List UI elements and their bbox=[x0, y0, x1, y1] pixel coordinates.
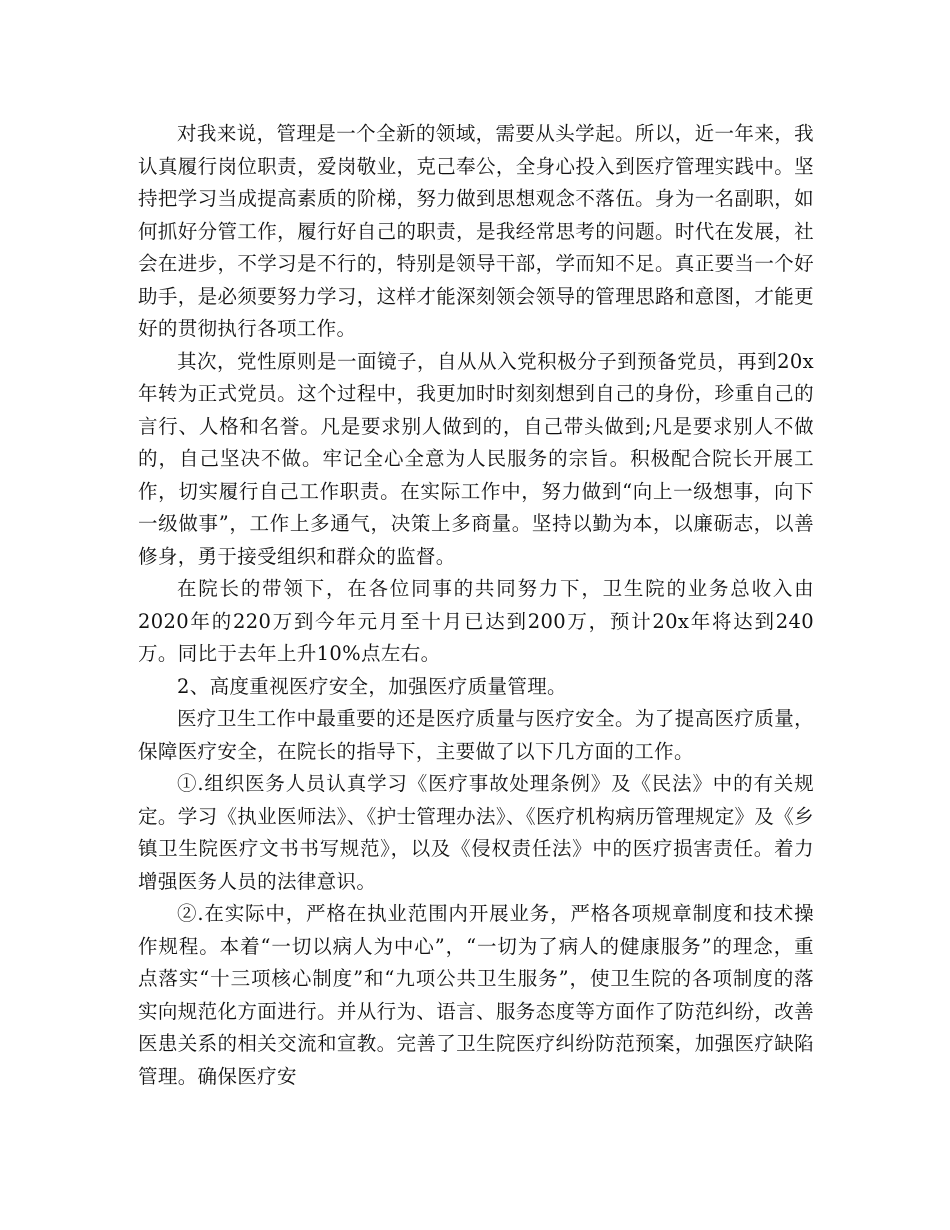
paragraph-item-2-practice-standards: ②.在实际中，严格在执业范围内开展业务，严格各项规章制度和技术操作规程。本着“一切以病人为中心”，“一切为了病人的健康服务”的理念，重点落实“十三项核心制度”和“九项公共卫生服务”，使卫生院的各项制度的落实向规范化方面进行。并从行为、语言、服务态度等方面作了防范纠纷，改善医患关系的相关交流和宣教。完善了卫生院医疗纠纷防范预案，加强医疗缺陷管理。确保医疗安 bbox=[138, 902, 814, 1088]
paragraph-item-1-legal-study: ①.组织医务人员认真学习《医疗事故处理条例》及《民法》中的有关规定。学习《执业医师法》、《护士管理办法》、《医疗机构病历管理规定》及《乡镇卫生院医疗文书书写规范》，以及《侵权责任法》中的医疗损害责任。着力增强医务人员的法律意识。 bbox=[138, 772, 814, 893]
paragraph-management-learning: 对我来说，管理是一个全新的领域，需要从头学起。所以，近一年来，我认真履行岗位职责，爱岗敬业，克己奉公，全身心投入到医疗管理实践中。坚持把学习当成提高素质的阶梯，努力做到思想观念不落伍。身为一名副职，如何抓好分管工作，履行好自己的职责，是我经常思考的问题。时代在发展，社会在进步，不学习是不行的，特别是领导干部，学而知不足。真正要当一个好助手，是必须要努力学习，这样才能深刻领会领导的管理思路和意图，才能更好的贯彻执行各项工作。 bbox=[138, 122, 814, 340]
section-heading-medical-safety: 2、高度重视医疗安全，加强医疗质量管理。 bbox=[177, 674, 567, 698]
paragraph-revenue: 在院长的带领下，在各位同事的共同努力下，卫生院的业务总收入由2020年的220万到今年元月至十月已达到200万，预计20x年将达到240万。同比于去年上升10%点左右。 bbox=[138, 577, 814, 665]
paragraph-party-principles: 其次，党性原则是一面镜子，自从从入党积极分子到预备党员，再到20x年转为正式党员。这个过程中，我更加时时刻刻想到自己的身份，珍重自己的言行、人格和名誉。凡是要求别人做到的，自己带头做到;凡是要求别人不做的，自己坚决不做。牢记全心全意为人民服务的宗旨。积极配合院长开展工作，切实履行自己工作职责。在实际工作中，努力做到“向上一级想事，向下一级做事”，工作上多通气，决策上多商量。坚持以勤为本，以廉砺志，以善修身，勇于接受组织和群众的监督。 bbox=[138, 349, 814, 568]
paragraph-medical-quality: 医疗卫生工作中最重要的还是医疗质量与医疗安全。为了提高医疗质量，保障医疗安全，在院长的指导下，主要做了以下几方面的工作。 bbox=[138, 707, 814, 763]
document-body bbox=[138, 118, 814, 1093]
